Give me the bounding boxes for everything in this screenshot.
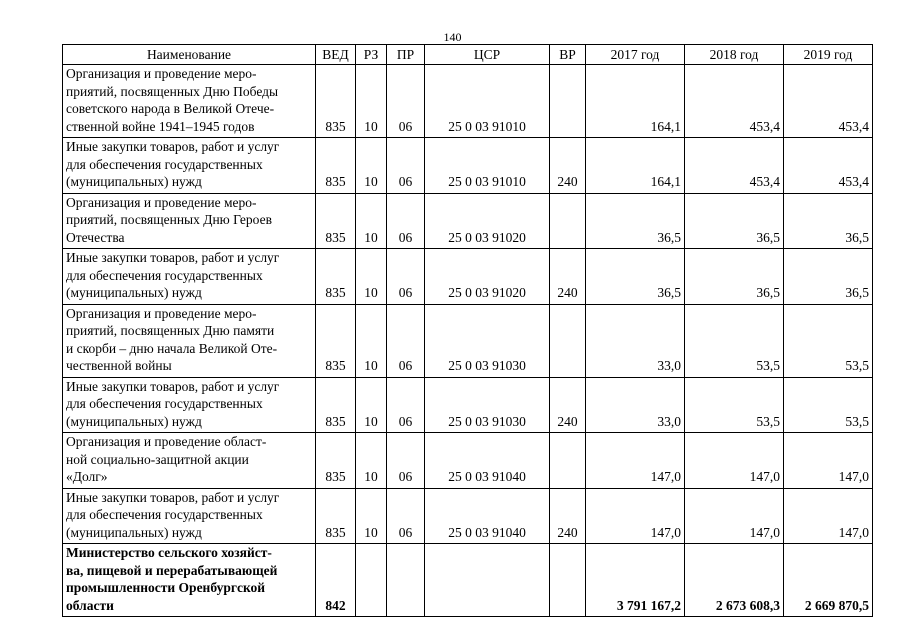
table-row <box>63 544 873 617</box>
value-2018-cell: 2 673 608,3 <box>685 544 784 617</box>
vr-cell: 240 <box>550 249 586 305</box>
name-line: области <box>66 597 114 613</box>
pr-cell: 06 <box>387 304 425 377</box>
rz-cell: 10 <box>356 249 387 305</box>
value-2019-cell: 147,0 <box>784 433 873 489</box>
value-2017-cell: 147,0 <box>586 488 685 544</box>
table-row <box>63 377 873 433</box>
rz-cell: 10 <box>356 377 387 433</box>
name-line: чественной войны <box>66 358 172 373</box>
name-line: для обеспечения государственных <box>66 267 263 283</box>
name-line: Иные закупки товаров, работ и услуг <box>66 378 280 394</box>
rz-cell: 10 <box>356 488 387 544</box>
budget-table <box>62 44 873 617</box>
csr-cell <box>425 544 550 617</box>
value-2018-cell: 453,4 <box>685 65 784 138</box>
value-2017-cell: 33,0 <box>586 377 685 433</box>
name-line: (муниципальных) нужд <box>66 174 202 189</box>
name-line: Министерство сельского хозяйст- <box>66 545 272 560</box>
pr-cell: 06 <box>387 433 425 489</box>
name-cell <box>63 65 316 138</box>
name-line: ва, пищевой и перерабатывающей <box>66 562 278 578</box>
csr-cell: 25 0 03 91010 <box>425 138 550 194</box>
name-cell <box>63 377 316 433</box>
ved-cell: 835 <box>316 377 356 433</box>
csr-cell: 25 0 03 91030 <box>425 304 550 377</box>
name-line: приятий, посвященных Дню Героев <box>66 212 272 227</box>
header-2017: 2017 год <box>586 45 685 65</box>
value-2017-cell: 147,0 <box>586 433 685 489</box>
name-cell <box>63 193 316 249</box>
value-2017-cell: 164,1 <box>586 138 685 194</box>
header-vr: ВР <box>550 45 586 65</box>
value-2017-cell: 33,0 <box>586 304 685 377</box>
rz-cell: 10 <box>356 65 387 138</box>
header-2018: 2018 год <box>685 45 784 65</box>
name-line: Иные закупки товаров, работ и услуг <box>66 250 280 265</box>
pr-cell: 06 <box>387 138 425 194</box>
name-line: для обеспечения государственных <box>66 396 263 411</box>
value-2017-cell: 164,1 <box>586 65 685 138</box>
value-2019-cell: 147,0 <box>784 488 873 544</box>
value-2018-cell: 147,0 <box>685 433 784 489</box>
name-cell <box>63 488 316 544</box>
pr-cell: 06 <box>387 65 425 138</box>
name-line: Иные закупки товаров, работ и услуг <box>66 139 280 154</box>
csr-cell: 25 0 03 91030 <box>425 377 550 433</box>
name-line: Организация и проведение област- <box>66 434 267 449</box>
ved-cell: 835 <box>316 433 356 489</box>
name-cell <box>63 249 316 305</box>
name-cell <box>63 544 316 617</box>
name-cell <box>63 433 316 489</box>
vr-cell <box>550 304 586 377</box>
value-2018-cell: 453,4 <box>685 138 784 194</box>
value-2019-cell: 453,4 <box>784 65 873 138</box>
header-row <box>63 45 873 65</box>
rz-cell: 10 <box>356 304 387 377</box>
ved-cell: 835 <box>316 249 356 305</box>
name-line: ной социально-защитной акции <box>66 451 249 467</box>
csr-cell: 25 0 03 91040 <box>425 433 550 489</box>
table-row <box>63 249 873 305</box>
pr-cell: 06 <box>387 249 425 305</box>
header-csr: ЦСР <box>425 45 550 65</box>
name-line: Организация и проведение меро- <box>66 66 257 81</box>
rz-cell: 10 <box>356 433 387 489</box>
vr-cell <box>550 544 586 617</box>
csr-cell: 25 0 03 91010 <box>425 65 550 138</box>
page-number: 140 <box>443 30 462 44</box>
value-2019-cell: 36,5 <box>784 249 873 305</box>
name-line: для обеспечения государственных <box>66 156 263 172</box>
name-line: Организация и проведение меро- <box>66 194 257 210</box>
ved-cell: 842 <box>316 544 356 617</box>
name-line: приятий, посвященных Дню Победы <box>66 83 279 99</box>
pr-cell: 06 <box>387 193 425 249</box>
header-rz: РЗ <box>356 45 387 65</box>
value-2018-cell: 53,5 <box>685 304 784 377</box>
rz-cell <box>356 544 387 617</box>
value-2019-cell: 2 669 870,5 <box>784 544 873 617</box>
name-line: Иные закупки товаров, работ и услуг <box>66 489 280 505</box>
table-row <box>63 193 873 249</box>
rz-cell: 10 <box>356 138 387 194</box>
value-2018-cell: 36,5 <box>685 193 784 249</box>
vr-cell: 240 <box>550 138 586 194</box>
value-2017-cell: 36,5 <box>586 193 685 249</box>
value-2019-cell: 453,4 <box>784 138 873 194</box>
value-2019-cell: 36,5 <box>784 193 873 249</box>
value-2019-cell: 53,5 <box>784 377 873 433</box>
header-name: Наименование <box>63 45 316 65</box>
value-2019-cell: 53,5 <box>784 304 873 377</box>
vr-cell <box>550 433 586 489</box>
value-2018-cell: 147,0 <box>685 488 784 544</box>
header-pr: ПР <box>387 45 425 65</box>
ved-cell: 835 <box>316 138 356 194</box>
pr-cell <box>387 544 425 617</box>
value-2018-cell: 53,5 <box>685 377 784 433</box>
ved-cell: 835 <box>316 488 356 544</box>
pr-cell: 06 <box>387 488 425 544</box>
name-cell <box>63 138 316 194</box>
name-line: и скорби – дню начала Великой Оте- <box>66 340 278 356</box>
table-row <box>63 65 873 138</box>
name-line: «Долг» <box>66 469 108 484</box>
value-2018-cell: 36,5 <box>685 249 784 305</box>
name-line: ственной войне 1941–1945 годов <box>66 118 255 134</box>
vr-cell: 240 <box>550 377 586 433</box>
name-line: советского народа в Великой Отече- <box>66 101 275 116</box>
name-cell <box>63 304 316 377</box>
name-line: для обеспечения государственных <box>66 507 263 522</box>
csr-cell: 25 0 03 91020 <box>425 249 550 305</box>
table-row <box>63 488 873 544</box>
csr-cell: 25 0 03 91040 <box>425 488 550 544</box>
csr-cell: 25 0 03 91020 <box>425 193 550 249</box>
vr-cell <box>550 65 586 138</box>
ved-cell: 835 <box>316 304 356 377</box>
table-row <box>63 304 873 377</box>
vr-cell: 240 <box>550 488 586 544</box>
header-ved: ВЕД <box>316 45 356 65</box>
table-row <box>63 433 873 489</box>
table-body <box>63 65 873 617</box>
vr-cell <box>550 193 586 249</box>
name-line: (муниципальных) нужд <box>66 413 202 429</box>
table-row <box>63 138 873 194</box>
name-line: (муниципальных) нужд <box>66 285 202 300</box>
header-2019: 2019 год <box>784 45 873 65</box>
name-line: Отечества <box>66 229 125 245</box>
name-line: приятий, посвященных Дню памяти <box>66 323 275 338</box>
name-line: (муниципальных) нужд <box>66 524 202 540</box>
ved-cell: 835 <box>316 65 356 138</box>
rz-cell: 10 <box>356 193 387 249</box>
name-line: промышленности Оренбургской <box>66 580 266 595</box>
pr-cell: 06 <box>387 377 425 433</box>
ved-cell: 835 <box>316 193 356 249</box>
value-2017-cell: 36,5 <box>586 249 685 305</box>
name-line: Организация и проведение меро- <box>66 305 257 321</box>
value-2017-cell: 3 791 167,2 <box>586 544 685 617</box>
